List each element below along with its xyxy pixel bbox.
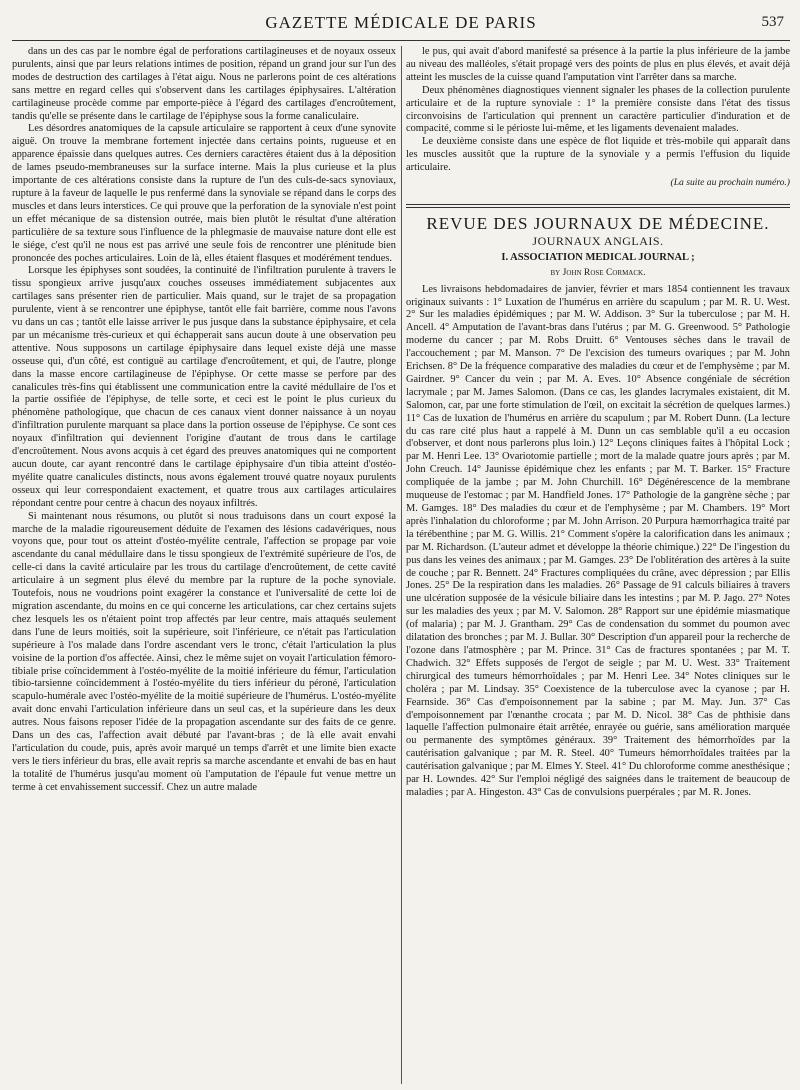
page-number: 537: [761, 14, 784, 30]
left-paragraph: Lorsque les épiphyses sont soudées, la continuité de l'infiltration purulente à travers le tissu spongieux arrive jusqu'aux couches osseuses immédiatement subjacentes aux cartilages sans présenter rien de particulier. Mais quand, sur le trajet de sa propagation purulente, vient à se rencontrer une épiphyse, tantôt elle fait barrière, comme nous l'avons vu dans un cas ; tantôt elle laisse arriver le pus jusque dans la substance épiphysaire, et cela par un mécanisme très-curieux et qui échapperait sans aucun doute à une observation peu attentive. Nous supposons un cartilage épiphysaire dans lequel existe déjà une masse osseuse qui, d'un côté, est contiguë au cartilage d'encroûtement, et qui, de l'autre, plonge dans la masse encore cartilagineuse de l'épiphyse. Or cette masse se perfore par des canalicules très-fins qui établissent une communication entre la cavité médullaire de l'os et la partie ossifiée de l'épiphyse, de telle sorte, et ceci est le point le plus curieux du phénomène pathologique, que chacun de ces canaux vient donner naissance à un noyau d'infiltration purulente marquant sa place dans la portion osseuse de l'épiphyse. Ce sont ces noyaux d'infiltration qui deviennent l'origine d'autant de trous dans le cartilage d'encroûtement. Nous avons acquis à cet égard des preuves anatomiques qui ne comportent aucun doute, car ayant rencontré dans le cartilage épiphysaire d'un tibia atteint d'ostéo-myélite quatre canalicules distincts, nous avons également trouvé quatre noyaux purulents osseux qui leur correspondaient exactement, et quatre trous aux cartilages articulaires répondant centre pour centre à chacun des noyaux infiltrés.: [12, 265, 396, 509]
subsection-title: JOURNAUX ANGLAIS.: [532, 233, 664, 248]
review-paragraph: Les livraisons hebdomadaires de janvier, février et mars 1854 contiennent les travaux originaux suivants : 1° Luxation de l'humérus en arrière du scapulum ; par M. R. U. West. 2° Sur les maladies épidémiques ; par M. W. Addison. 3° Sur la tuberculose ; par M. H. Ancell. 4° Amputation de l'avant-bras dans l'utérus ; par M. G. Greenwood. 5° Pathologie moderne du cancer ; par M. Robs Druitt. 6° Ventouses sèches dans le travail de l'accouchement ; par M. Manson. 7° De l'excision des tumeurs ovariques ; par M. John Erichsen. 8° De la fréquence comparative des maladies du cœur et de l'emphysème ; par M. Gairdner. 9° Cancer du vein ; par M. A. Eves. 10° Absence congéniale de sécrétion lacrymale ; par M. James Salomon. (Dans ce cas, les glandes lacrymales existaient, dit M. Salomon, car, par une forte stimulation de l'œil, on excitait la sécrétion de quelques larmes.) 11° Cas de luxation de l'humérus en arrière du scapulum ; par M. Robert Dunn. (La lecture du cas rare cité plus haut a rappelé à M. Dunn un cas semblable qu'il a eu occasion d'observer, et dont nous parlerons plus loin.) 12° Leçons cliniques faites à l'hôpital Lock ; par M. Henri Lee. 13° Ovariotomie partielle ; mort de la malade quatre jours après ; par M. John Creuch. 14° Jaunisse épidémique chez les enfants ; par M. T. Barker. 15° Fracture compliquée de la jambe ; par M. John Churchill. 16° Dégénérescence de la membrane muqueuse de l'estomac ; par M. Handfield Jones. 17° Pathologie de la gangrène sèche ; par M. Gamges. 18° Des maladies du cœur et de l'emphysème ; par M. Chambers. 19° Mort après l'inhalation du chloroforme ; par M. John Arrison. 20 Purpura hæmorrhagica traité par la térébenthine ; par M. G. Willis. 21° Comment s'opère la calorification dans les animaux ; par M. Richardson. (L'auteur admet et développe la théorie chimique.) 22° De l'ingestion du pus dans les veines des animaux ; par M. Gamges. 23° De l'oblitération des artères à la suite de couche ; par R. Bennett. 24° Fractures compliquées du crâne, avec dépression ; par Ellis Jones. 25° De la respiration dans les maladies. 26° Passage de 91 calculs biliaires à travers une ulcération supposée de la vésicule biliaire dans les intestins ; par M. P. Jago. 27° Notes sur les maladies des yeux ; par M. V. Salomon. 28° Rapport sur une épidémie miasmatique (of malaria) ; par M. J. Grantham. 29° Cas de condensation du sommet du poumon avec dilatation des bronches ; par M. J. Bullar. 30° Description d'un appareil pour la recherche de l'ozone dans l'atmosphère ; par M. Prince. 31° Cas de fractures spontanées ; par M. T. Chadwich. 32° Effets supposés de l'ergot de seigle ; par M. U. West. 33° Traitement chirurgical des tumeurs hémorrhoïdales ; par M. Henri Lee. 34° Notes cliniques sur le choléra ; par M. Lindsay. 35° Coexistence de la tuberculose avec la cyanose ; par H. Fearnside. 36° Cas d'empoisonnement par la sabine ; par M. May. Jun. 37° Cas d'empoisonnement par l'œnanthe crocata ; par M. D. Nicol. 38° Cas de phthisie dans laquelle l'affection pulmonaire était arrêtée, enrayée ou guérie, sans amélioration marquée ou permanente des symptômes généraux. 39° Traitement des hémorrhoïdes par la cautérisation galvanique ; par M. R. Steel. 40° Tumeurs hémorrhoïdales traitées par la cautérisation galvanique ; par M. Elmes Y. Steel. 41° Du chloroforme comme anesthésique ; par H. Lowndes. 42° Sur l'emploi négligé des saignées dans le traitement de beaucoup de maladies ; par A. Hingeston. 43° Cas de convulsions puerpérales ; par M. R. Jones.: [406, 283, 790, 798]
left-column: [12, 46, 396, 1084]
journal-heading: I. ASSOCIATION MEDICAL JOURNAL ;: [501, 251, 695, 263]
section-divider: [406, 204, 790, 208]
left-paragraph: Les désordres anatomiques de la capsule articulaire se rapportent à ceux d'une synovite aiguë. On trouve la membrane fortement injectée dans certains points, rugueuse et en apparence épaissie dans quelques autres. Ces derniers caractères étaient dus à la déposition de lames pseudo-membraneuses sur la surface interne. Mais la plus curieuse et la plus importante de ces altérations consiste dans la rupture de l'un des culs-de-sacs synoviaux, rupture à la faveur de laquelle le pus renfermé dans la synoviale se répand dans le corps des muscles et dans leurs interstices. Ce qui prouve que la perforation de la synoviale n'est point un effet mécanique de sa distension outrée, mais bien plutôt le résultat d'une altération particulière de sa texture sous l'influence de la phlegmasie de mauvaise nature dont elle est le siége, c'est qu'il ne nous est pas arrivé une seule fois de rencontrer une plénitude bien prononcée des poches articulaires. Loin de là, elles étaient flasques et modérément tendues.: [12, 123, 396, 264]
byline: by John Rose Cormack.: [550, 266, 646, 278]
continuation-note: (La suite au prochain numéro.): [670, 177, 790, 189]
right-paragraph: Deux phénomènes diagnostiques viennent signaler les phases de la collection purulente articulaire et de la rupture synoviale : 1° la première consiste dans l'état des tissus circonvoisins de l'articulation qui prennent un caractère particulier d'induration et de compacité, comme si le périoste lui-même, et les ligaments devenaient malades.: [406, 84, 790, 135]
column-divider: [401, 46, 402, 1084]
right-column: [406, 46, 790, 1084]
page-header: [12, 6, 790, 41]
section-title: REVUE DES JOURNAUX DE MÉDECINE.: [426, 213, 770, 233]
journal-title: GAZETTE MÉDICALE DE PARIS: [265, 13, 537, 32]
text-columns: [12, 46, 790, 1084]
right-paragraph: Le deuxième consiste dans une espèce de flot liquide et très-mobile qui apparaît dans les muscles aussitôt que la rupture de la synoviale y a permis l'effusion du liquide articulaire.: [406, 136, 790, 174]
left-paragraph: Si maintenant nous résumons, ou plutôt si nous traduisons dans un court exposé la marche de la maladie rigoureusement déduite de l'examen des lésions cadavériques, nous voyons que, pour tout os atteint d'ostéo-myélite centrale, l'affection se propage par voie ascendante du canal médullaire dans le tissu spongieux de l'extrémité supérieure de l'os, de celle-ci dans la cavité articulaire par les trous du cartilage d'encroûtement, de cette cavité articulaire à un segment plus élevé du membre par la rupture de la poche synoviale. Toutefois, nous ne voudrions point exagérer la constance et l'universalité de cette loi de migration ascendante, du moins en ce qui concerne les articulations, car chez certains sujets chez lesquels les os n'étaient point trop affectés par leur centre, mais attaqués seulement dans l'une de leurs moitiés, soit la supérieure, soit l'inférieure, ce n'était pas l'articulation supérieure à l'os malade dans l'ordre ascendant vers le tronc, c'était l'articulation la plus voisine de la portion d'os affectée. Ainsi, chez le même sujet on voyait l'articulation fémoro-tibiale prise coïncidemment à l'ostéo-myélite de la moitié inférieure du fémur, l'articulation tibio-tarsienne coïncidemment à l'ostéo-myélite du tiers inférieur du péroné, l'articulation scapulo-humérale avec l'ostéo-myélite de la moitié supérieure de l'humérus. L'ostéo-myélite avait donc envahi l'articulation inférieure dans un seul cas, et la supérieure dans les deux autres. Nous faisons reposer l'idée de la propagation ascendante sur des faits de ce genre. Dans un des cas, l'affection avait débuté par l'avant-bras ; de là elle avait envahi l'articulation du coude, puis, après avoir marqué un temps d'arrêt et une limite bien exacte vers le tiers inférieur du bras, elle avait repris sa marche ascendante et envahi de bas en haut la totalité de l'humérus jusqu'au moment où l'amputation de l'épaule fut venue mettre un terme à cet envahissement successif. Chez un autre malade: [12, 510, 396, 793]
right-paragraph: le pus, qui avait d'abord manifesté sa présence à la partie la plus inférieure de la jambe au niveau des malléoles, s'était propagé vers des points de plus en plus élevés, et avait déjà atteint les muscles de la cuisse quand l'amputation vint l'arrêter dans sa marche.: [406, 46, 790, 83]
left-paragraph: dans un des cas par le nombre égal de perforations cartilagineuses et de noyaux osseux purulents, ainsi que par leurs relations intimes de position, répand un grand jour sur l'un des modes de destruction des cartilages à l'état aigu. Nous ne parlerons point de ces altérations sans mettre en regard celles qui s'observent dans les cartilages épiphysaires. L'altération cartilagineuse procède comme par emporte-pièce à l'égard des cartilages d'encroûtement, tandis qu'elle se présente dans le cartilage de l'épiphyse sous la forme canaliculaire.: [12, 46, 396, 122]
